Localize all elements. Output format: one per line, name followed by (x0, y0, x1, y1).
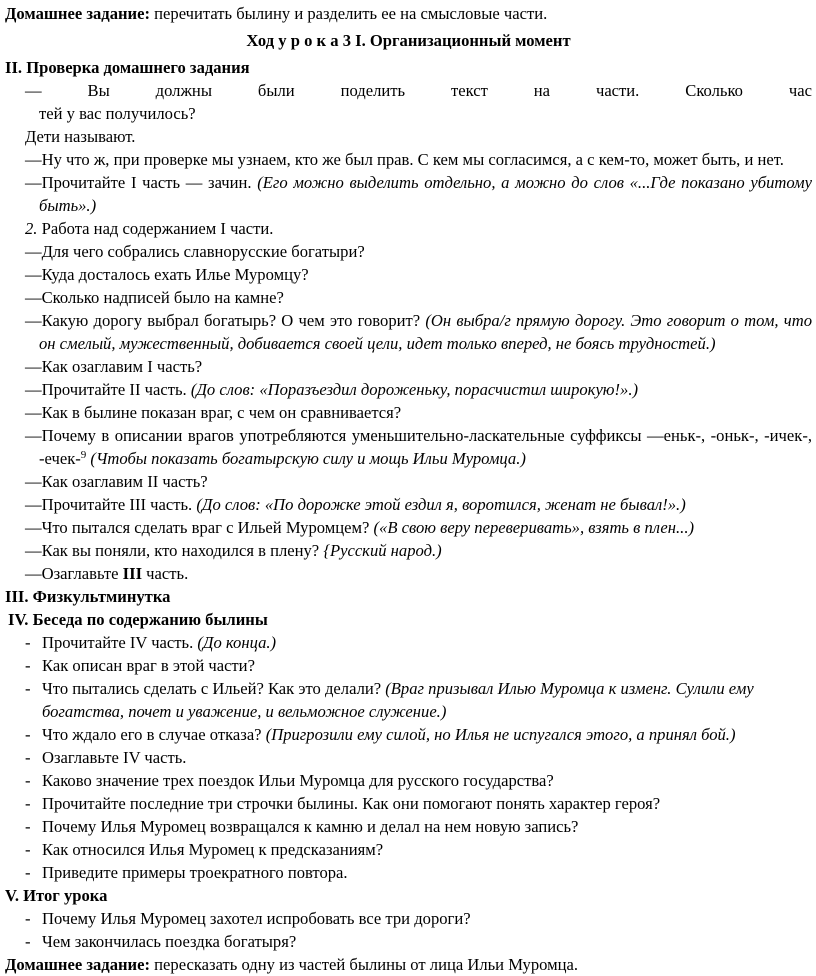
homework-bottom (5, 953, 812, 976)
list-item-text: Озаглавьте IV часть. (42, 748, 187, 767)
section-3-heading-text: III. Физкультминутка (5, 587, 171, 606)
question-14-text: —Что пытался сделать враг с Ильей Муромцем? (25, 518, 374, 537)
question-7-note: (Он выбра/г прямую дорогу. Это говорит о том, что он смелый, мужественный, добивается своей цели, идет только вперед, не боясь трудностей.) (39, 311, 812, 353)
list-item-text: Каково значение трех поездок Ильи Муромца для русского государства? (42, 771, 554, 790)
question-15-text: —Как вы поняли, кто находился в плену? (25, 541, 324, 560)
question-13-note: (До слов: «По дорожке этой ездил я, воротился, женат не бывал!».) (196, 495, 686, 514)
homework-top (5, 2, 812, 25)
list-item-text: Что ждало его в случае отказа? (42, 725, 266, 744)
list-item (25, 838, 812, 861)
question-3-note: (Его можно выделить отдельно, а можно до слов «...Где показано убитому быть».) (39, 173, 812, 215)
list-item (25, 654, 812, 677)
question-9-text: —Прочитайте II часть. (25, 380, 191, 399)
list-item-text: Почему Илья Муромец возвращался к камню и делал на нем новую запись? (42, 817, 579, 836)
question-16 (5, 562, 812, 585)
question-11-note: (Чтобы показать богатырскую силу и мощь Ильи Муромца.) (86, 449, 526, 468)
list-item (25, 907, 812, 930)
list-item (25, 677, 812, 723)
question-13 (5, 493, 812, 516)
question-9 (5, 378, 812, 401)
section-2-heading-text: II. Проверка домашнего задания (5, 58, 250, 77)
question-5: —Куда досталось ехать Илье Муромцу? (25, 265, 309, 284)
question-14-note: («В свою веру переверивать», взять в плен...) (373, 518, 694, 537)
list-item (25, 631, 812, 654)
question-16-text-b: III (122, 564, 143, 583)
list-item-text: Приведите примеры троекратного повтора. (42, 863, 348, 882)
list-item (25, 930, 812, 953)
work-text: Работа над содержанием I части. (37, 219, 274, 238)
question-10: —Как в былине показан враг, с чем он сравнивается? (25, 403, 402, 422)
kids-answer: Дети называют. (25, 127, 136, 146)
work-title (5, 217, 812, 240)
question-6: —Сколько надписей было на камне? (25, 288, 284, 307)
homework-bottom-label: Домашнее задание: (5, 955, 151, 974)
section-4-list (5, 631, 812, 884)
question-16-text-c: часть. (142, 564, 189, 583)
question-15-note: {Русский народ.) (323, 541, 442, 560)
work-number: 2. (25, 219, 38, 238)
section-5-heading (5, 884, 812, 907)
question-3-text: —Прочитайте I часть — зачин. (25, 173, 258, 192)
lesson-title-part-a: Ход (246, 31, 279, 50)
question-9-note: (До слов: «Поразъездил дороженьку, порасчистил широкую!».) (190, 380, 638, 399)
list-item-text: Прочитайте IV часть. (42, 633, 198, 652)
homework-bottom-text: пересказать одну из частей былины от лица Ильи Муромца. (150, 955, 579, 974)
question-3 (5, 171, 812, 217)
list-item-note: (Враг призывал Илью Муромца к изменг. Сулили ему богатства, почет и уважение, и вельможное служение.) (42, 679, 754, 721)
section-4-heading-text: IV. Беседа по содержанию былины (8, 610, 268, 629)
question-13-text: —Прочитайте III часть. (25, 495, 197, 514)
list-item (25, 746, 812, 769)
section-2-heading (5, 56, 812, 79)
question-16-text-a: —Озаглавьте (25, 564, 123, 583)
section-5-heading-text: V. Итог урока (5, 886, 108, 905)
homework-top-label: Домашнее задание: (5, 4, 151, 23)
list-item-text: Прочитайте последние три строчки былины. Как они помогают понять характер героя? (42, 794, 661, 813)
list-item-text: Как относился Илья Муромец к предсказаниям? (42, 840, 384, 859)
list-item (25, 769, 812, 792)
question-2: —Ну что ж, при проверке мы узнаем, кто же был прав. С кем мы согласимся, а с кем-то, может быть, и нет. (25, 150, 784, 169)
question-1 (5, 79, 812, 125)
question-4: —Для чего собрались славнорусские богатыри? (25, 242, 365, 261)
section-3-heading (5, 585, 812, 608)
section-4-heading (5, 608, 812, 631)
list-item (25, 792, 812, 815)
list-item-text: Что пытались сделать с Ильей? Как это делали? (42, 679, 386, 698)
question-7 (5, 309, 812, 355)
question-14 (5, 516, 812, 539)
section-5-list (5, 907, 812, 953)
footnote-marker: 9 (80, 449, 87, 461)
list-item-text: Чем закончилась поездка богатыря? (42, 932, 297, 951)
lesson-title-part-b: у р о к а (278, 31, 343, 50)
list-item-text: Как описан враг в этой части? (42, 656, 255, 675)
list-item (25, 861, 812, 884)
question-15 (5, 539, 812, 562)
question-7-text: —Какую дорогу выбрал богатырь? О чем это говорит? (25, 311, 426, 330)
lesson-title (5, 29, 812, 52)
question-1-line-2: тей у вас получилось? (39, 104, 196, 123)
question-11-text: —Почему в описании врагов употребляются уменьшительно-ласкательные суффиксы —еньк-, -оньк-, -ичек-, -ечек- (25, 426, 812, 468)
question-11 (5, 424, 812, 470)
question-12: —Как озаглавим II часть? (25, 472, 208, 491)
homework-top-text: перечитать былину и разделить ее на смысловые части. (150, 4, 548, 23)
lesson-title-part-c: 3 I. Организационный момент (342, 31, 571, 50)
list-item (25, 723, 812, 746)
list-item (25, 815, 812, 838)
list-item-text: Почему Илья Муромец захотел испробовать все три дороги? (42, 909, 471, 928)
list-item-note: (До конца.) (197, 633, 277, 652)
question-8: —Как озаглавим I часть? (25, 357, 203, 376)
question-1-line-1: — Вы должны были поделить текст на части. Сколько час (25, 81, 812, 100)
list-item-note: (Пригрозили ему силой, но Илья не испугался этого, а принял бой.) (265, 725, 736, 744)
